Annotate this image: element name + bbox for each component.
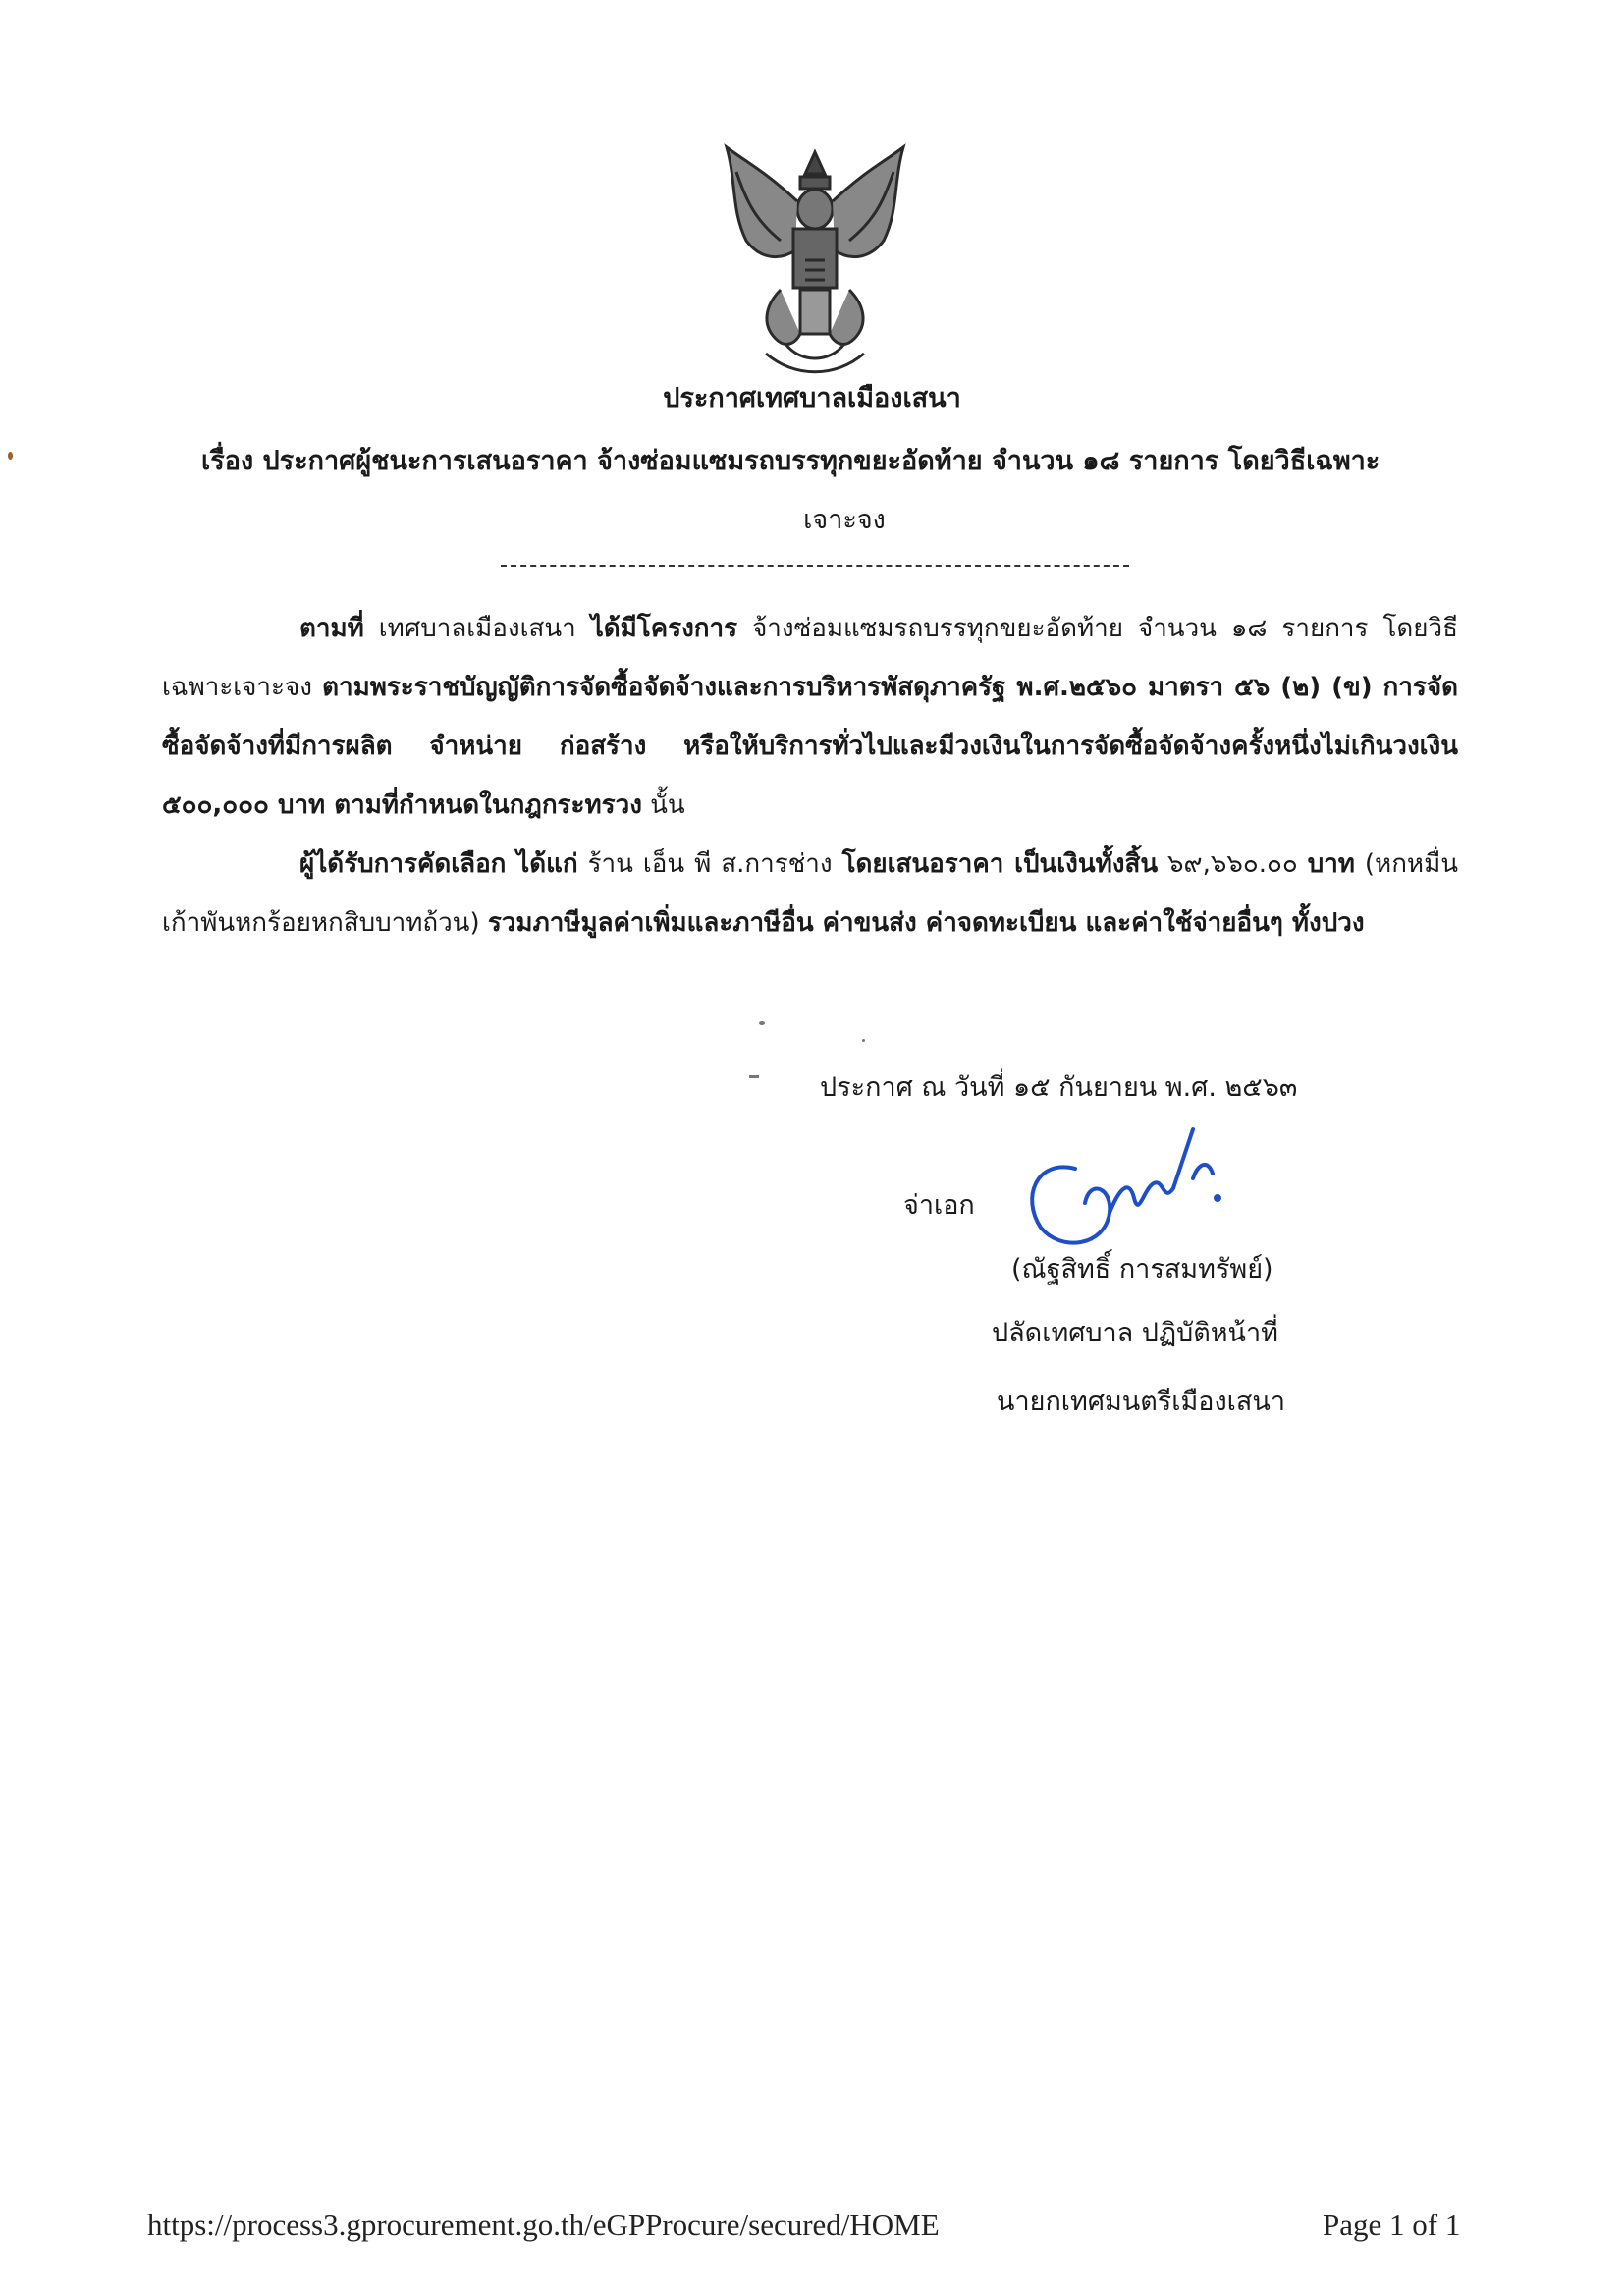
scan-speck: [749, 1075, 759, 1078]
signer-position-line-1: ปลัดเทศบาล ปฏิบัติหน้าที่: [992, 1318, 1278, 1348]
divider: [501, 565, 1129, 567]
p2-d: ๖๙,๖๖๐.๐๐: [1158, 849, 1308, 879]
p1-d: จ้างซ่อมแซมรถบรรทุกขยะอัดท้าย จำนวน ๑๘ รายการ โดยวิธีเฉพาะเจาะจง: [162, 614, 1458, 702]
p2-g: รวมภาษีมูลค่าเพิ่มและภาษีอื่น ค่าขนส่ง ค่าจดทะเบียน และค่าใช้จ่ายอื่นๆ ทั้งปวง: [487, 908, 1365, 938]
p1-c: ได้มีโครงการ: [590, 614, 738, 643]
footer-page-number: Page 1 of 1: [1323, 2208, 1461, 2242]
handwritten-signature-icon: [1016, 1120, 1242, 1257]
signer-name: (ณัฐสิทธิ์ การสมทรัพย์): [1011, 1254, 1273, 1285]
issuer-title: ประกาศเทศบาลเมืองเสนา: [663, 383, 961, 413]
p1-f: นั้น: [641, 791, 685, 820]
paragraph-2: [162, 835, 1458, 953]
scan-speck: [8, 452, 13, 460]
p1-b: เทศบาลเมืองเสนา: [363, 614, 591, 643]
announcement-date: ประกาศ ณ วันที่ ๑๕ กันยายน พ.ศ. ๒๕๖๓: [820, 1072, 1298, 1103]
subject-continuation: เจาะจง: [803, 505, 886, 535]
footer-url: https://process3.gprocurement.go.th/eGPProcure/secured/HOME: [147, 2208, 940, 2242]
signer-position-line-2: นายกเทศมนตรีเมืองเสนา: [997, 1387, 1285, 1417]
p2-e: บาท: [1307, 849, 1355, 879]
p2-b: ร้าน เอ็น พี ส.การช่าง: [577, 849, 842, 879]
signer-rank: จ่าเอก: [903, 1190, 975, 1221]
scan-speck: [759, 1021, 765, 1025]
paragraph-1: [162, 599, 1458, 835]
garuda-emblem-icon: [707, 142, 923, 378]
subject-line: เรื่อง ประกาศผู้ชนะการเสนอราคา จ้างซ่อมแซมรถบรรทุกขยะอัดท้าย จำนวน ๑๘ รายการ โดยวิธีเฉพาะ: [201, 446, 1380, 476]
p2-f: (หกหมื่นเก้าพันหกร้อยหกสิบบาทถ้วน): [162, 849, 1458, 938]
p2-a: ผู้ได้รับการคัดเลือก ได้แก่: [299, 849, 578, 879]
p2-c: โดยเสนอราคา เป็นเงินทั้งสิ้น: [841, 849, 1159, 879]
subject: [201, 432, 1429, 550]
p1-e: ตามพระราชบัญญัติการจัดซื้อจัดจ้างและการบริหารพัสดุภาครัฐ พ.ศ.๒๕๖๐ มาตรา ๕๖ (๒) (ข) การจัดซื้อจัดจ้างที่มีการผลิต จำหน่าย ก่อสร้าง หรือให้บริการทั่วไปและมีวงเงินในการจัดซื้อจัดจ้างครั้งหนึ่งไม่เกินวงเงิน ๕๐๐,๐๐๐ บาท ตามที่กำหนดในกฎกระทรวง: [162, 673, 1458, 820]
p1-a: ตามที่: [299, 614, 364, 643]
scan-speck: [862, 1039, 865, 1042]
